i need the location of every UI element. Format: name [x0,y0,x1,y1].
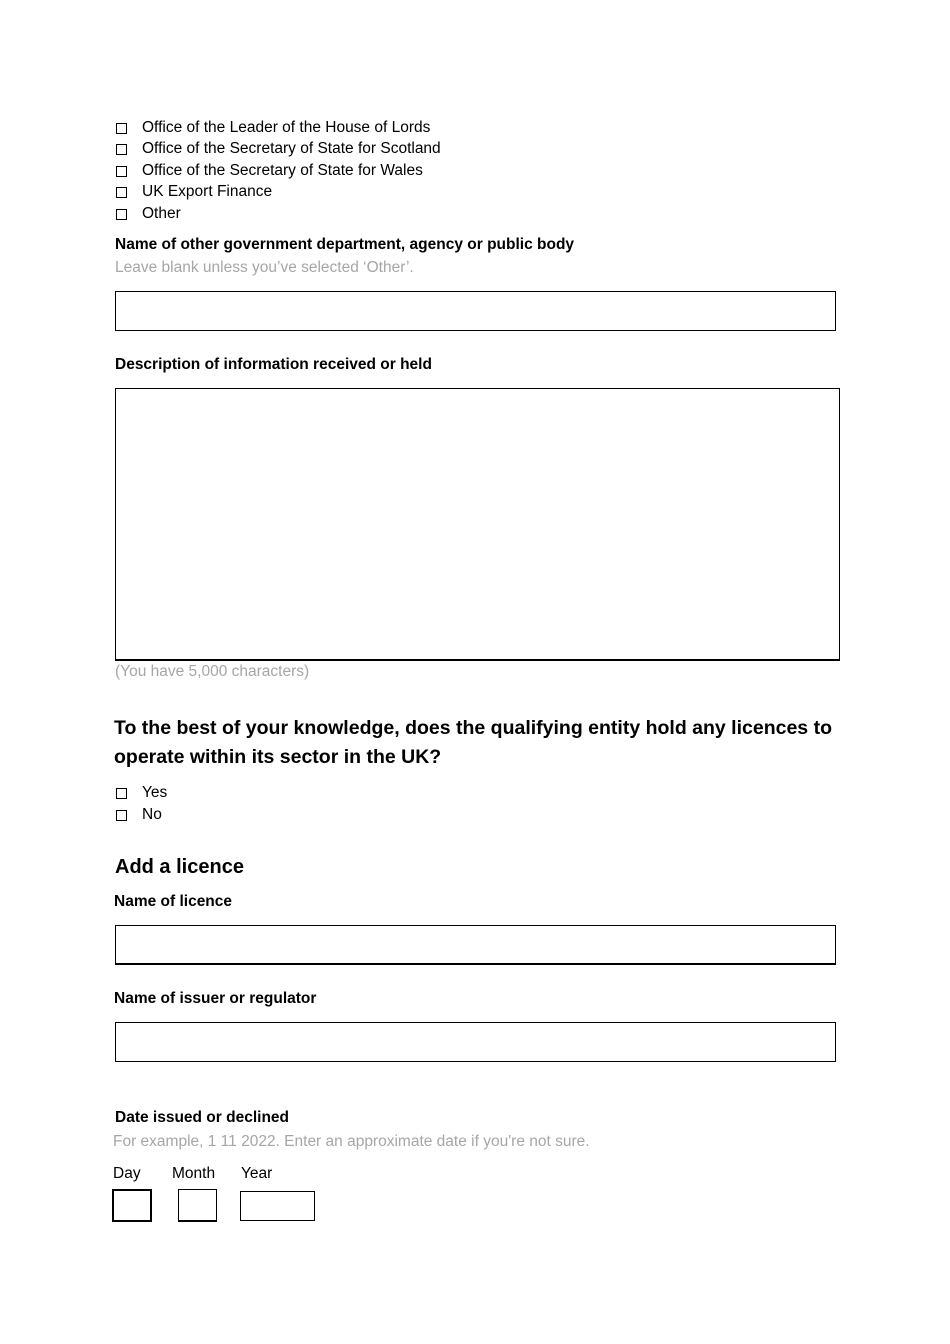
day-input[interactable] [112,1189,152,1222]
checkbox[interactable] [116,209,127,220]
date-hint: For example, 1 11 2022. Enter an approximate date if you're not sure. [113,1133,590,1150]
checkbox-option-other[interactable] [116,204,181,224]
other-department-input[interactable] [115,291,836,331]
other-department-label: Name of other government department, agency or public body [115,236,575,253]
day-label: Day [113,1165,141,1182]
description-textarea[interactable] [115,388,840,661]
licence-question: To the best of your knowledge, does the qualifying entity hold any licences to operate within its sector in the UK? [114,717,832,768]
checkbox[interactable] [116,810,127,821]
licence-name-label: Name of licence [114,893,233,910]
issuer-name-label: Name of issuer or regulator [114,990,317,1007]
checkbox-option-secretary-scotland[interactable] [116,139,441,159]
checkbox-option-no[interactable] [116,805,162,825]
checkbox[interactable] [116,144,127,155]
month-input[interactable] [178,1189,217,1222]
checkbox[interactable] [116,123,127,134]
checkbox-option-uk-export-finance[interactable] [116,182,272,202]
character-counter: (You have 5,000 characters) [115,663,310,680]
checkbox[interactable] [116,788,127,799]
checkbox-option-leader-house-of-lords[interactable] [116,118,430,138]
month-label: Month [172,1165,216,1182]
checkbox[interactable] [116,187,127,198]
checkbox-label: Office of the Secretary of State for Scotland [142,140,441,157]
checkbox-label: Office of the Secretary of State for Wales [142,162,423,179]
checkbox-label: No [142,806,162,823]
year-label: Year [241,1165,273,1182]
checkbox[interactable] [116,166,127,177]
description-label: Description of information received or held [115,356,432,373]
year-input[interactable] [240,1191,315,1221]
checkbox-label: Yes [142,784,168,801]
checkbox-label: UK Export Finance [142,183,273,200]
licence-name-input[interactable] [115,925,836,965]
checkbox-label: Other [142,205,181,222]
checkbox-option-secretary-wales[interactable] [116,161,423,181]
issuer-name-input[interactable] [115,1022,836,1062]
checkbox-option-yes[interactable] [116,783,167,803]
checkbox-label: Office of the Leader of the House of Lords [142,119,431,136]
other-department-hint: Leave blank unless you’ve selected ‘Other’. [115,259,414,276]
add-licence-heading: Add a licence [115,856,244,878]
date-label: Date issued or declined [115,1109,289,1126]
